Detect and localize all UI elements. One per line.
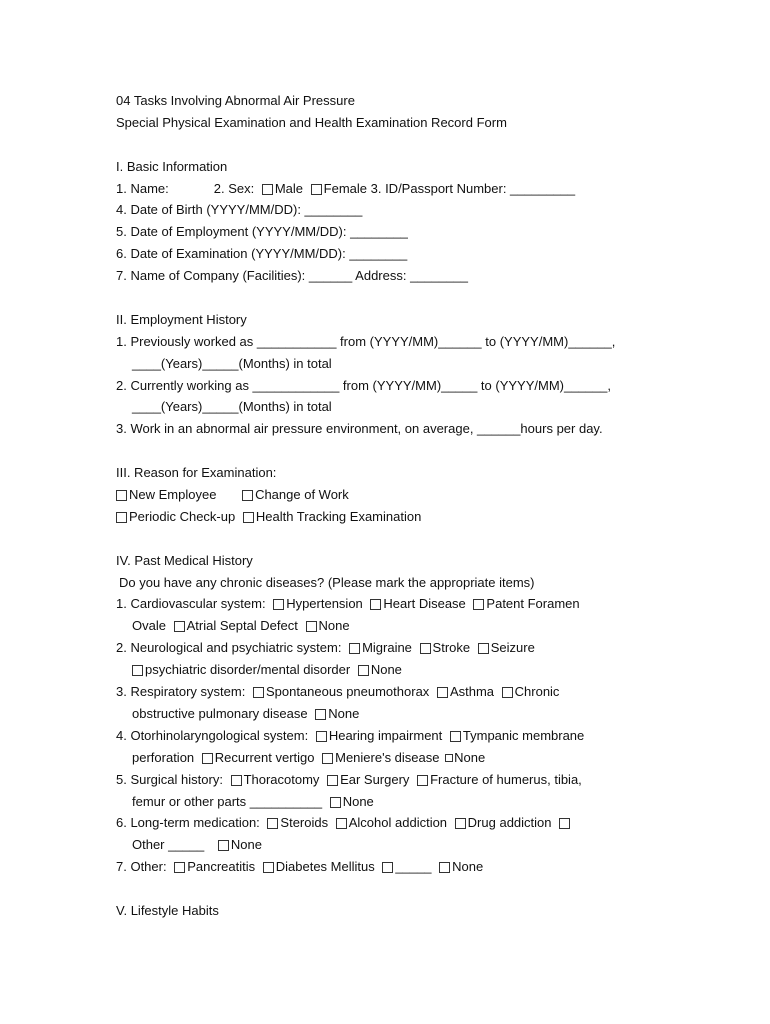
cardio-none-label: None (318, 618, 350, 634)
periodic-label: Periodic Check-up (129, 508, 236, 524)
drug-label: Drug addiction (467, 815, 552, 831)
asthma-checkbox[interactable] (437, 687, 448, 698)
section-lifestyle-title: V. Lifestyle Habits (116, 902, 219, 918)
hearing-label: Hearing impairment (328, 727, 443, 743)
doe-field[interactable]: 5. Date of Employment (YYYY/MM/DD): ________ (116, 224, 408, 240)
diabetes-label: Diabetes Mellitus (275, 859, 375, 875)
female-checkbox[interactable] (311, 184, 322, 195)
psych-label: psychiatric disorder/mental disorder (145, 662, 351, 678)
pfo-label: Patent Foramen (486, 596, 580, 612)
meniere-checkbox[interactable] (322, 753, 333, 764)
migraine-label: Migraine (362, 640, 412, 656)
pneumothorax-checkbox[interactable] (253, 687, 264, 698)
ear-surgery-label: Ear Surgery (340, 771, 410, 787)
resp-row (116, 681, 676, 703)
vertigo-label: Recurrent vertigo (214, 749, 315, 765)
tracking-label: Health Tracking Examination (255, 508, 422, 524)
steroids-checkbox[interactable] (267, 818, 278, 829)
name-sex-row (116, 178, 676, 200)
resp-label: 3. Respiratory system: (116, 684, 246, 700)
resp-row-2 (116, 703, 676, 725)
med-none-label: None (230, 837, 262, 853)
alcohol-label: Alcohol addiction (348, 815, 448, 831)
hearing-checkbox[interactable] (316, 731, 327, 742)
psych-checkbox[interactable] (132, 665, 143, 676)
form-title: 04 Tasks Involving Abnormal Air Pressure (116, 93, 355, 108)
female-id-label: Female 3. ID/Passport Number: _________ (323, 180, 576, 196)
seizure-checkbox[interactable] (478, 643, 489, 654)
med-other-field[interactable]: Other _____ (132, 837, 205, 853)
pancreatitis-label: Pancreatitis (187, 859, 256, 875)
neuro-label: 2. Neurological and psychiatric system: (116, 640, 342, 656)
ent-row-2 (116, 747, 676, 769)
surgical-none-checkbox[interactable] (330, 797, 341, 808)
tympanic-checkbox[interactable] (450, 731, 461, 742)
ent-row (116, 725, 676, 747)
heart-disease-label: Heart Disease (383, 596, 466, 612)
seizure-label: Seizure (490, 640, 535, 656)
change-of-work-label: Change of Work (255, 487, 349, 503)
section-basic-info-title: I. Basic Information (116, 158, 228, 174)
current-work-field[interactable]: 2. Currently working as ____________ from (YYYY/MM)_____ to (YYYY/MM)______, (116, 377, 611, 393)
fracture-checkbox[interactable] (417, 775, 428, 786)
fracture-label-cont[interactable]: femur or other parts __________ (132, 793, 323, 809)
dox-field[interactable]: 6. Date of Examination (YYYY/MM/DD): ________ (116, 246, 408, 262)
thoracotomy-label: Thoracotomy (243, 771, 320, 787)
stroke-checkbox[interactable] (420, 643, 431, 654)
resp-none-checkbox[interactable] (315, 709, 326, 720)
copd-checkbox[interactable] (502, 687, 513, 698)
section-reason-title: III. Reason for Examination: (116, 465, 277, 481)
surgical-row (116, 769, 676, 791)
vertigo-checkbox[interactable] (202, 753, 213, 764)
current-work-duration[interactable]: ____(Years)_____(Months) in total (132, 399, 332, 415)
pancreatitis-checkbox[interactable] (174, 862, 185, 873)
neuro-none-label: None (370, 662, 402, 678)
asthma-label: Asthma (449, 684, 495, 700)
resp-none-label: None (328, 705, 360, 721)
name-label: 1. Name: (116, 180, 169, 196)
ent-none-checkbox[interactable] (445, 754, 453, 762)
other-blank-checkbox[interactable] (382, 862, 393, 873)
neuro-row (116, 637, 676, 659)
surgical-label: 5. Surgical history: (116, 771, 223, 787)
medication-row-2 (116, 834, 676, 856)
hypertension-label: Hypertension (286, 596, 363, 612)
other-label: 7. Other: (116, 859, 167, 875)
tracking-checkbox[interactable] (243, 512, 254, 523)
other-none-checkbox[interactable] (439, 862, 450, 873)
medication-row (116, 812, 676, 834)
previous-work-field[interactable]: 1. Previously worked as ___________ from (YYYY/MM)______ to (YYYY/MM)______, (116, 333, 616, 349)
diabetes-checkbox[interactable] (263, 862, 274, 873)
hypertension-checkbox[interactable] (273, 599, 284, 610)
steroids-label: Steroids (280, 815, 329, 831)
company-field[interactable]: 7. Name of Company (Facilities): ______ Address: ________ (116, 268, 468, 284)
form-subtitle: Special Physical Examination and Health Examination Record Form (116, 114, 507, 130)
cardio-row-2 (116, 615, 676, 637)
section-medical-history-title: IV. Past Medical History (116, 552, 253, 568)
med-none-checkbox[interactable] (218, 840, 229, 851)
cardio-none-checkbox[interactable] (306, 621, 317, 632)
pfo-checkbox[interactable] (473, 599, 484, 610)
reason-row-1 (116, 484, 676, 506)
ent-none-label: None (454, 749, 486, 765)
ear-surgery-checkbox[interactable] (327, 775, 338, 786)
tympanic-label-cont: perforation (132, 749, 195, 765)
stroke-label: Stroke (432, 640, 471, 656)
migraine-checkbox[interactable] (349, 643, 360, 654)
form-document (116, 90, 676, 922)
tympanic-label: Tympanic membrane (462, 727, 585, 743)
sex-label: 2. Sex: (213, 180, 255, 196)
change-of-work-checkbox[interactable] (242, 490, 253, 501)
copd-label-cont: obstructive pulmonary disease (132, 705, 308, 721)
male-checkbox[interactable] (262, 184, 273, 195)
surgical-row-2 (116, 791, 676, 813)
surgical-none-label: None (342, 793, 374, 809)
neuro-none-checkbox[interactable] (358, 665, 369, 676)
new-employee-label: New Employee (129, 487, 217, 503)
copd-label: Chronic (514, 684, 560, 700)
ent-label: 4. Otorhinolaryngological system: (116, 727, 309, 743)
male-label: Male (274, 180, 304, 196)
alcohol-checkbox[interactable] (336, 818, 347, 829)
abnormal-pressure-hours[interactable]: 3. Work in an abnormal air pressure environment, on average, ______hours per day. (116, 421, 603, 437)
new-employee-checkbox[interactable] (116, 490, 127, 501)
neuro-row-2 (116, 659, 676, 681)
med-other-checkbox[interactable] (559, 818, 570, 829)
reason-row-2 (116, 506, 676, 528)
other-row (116, 856, 676, 878)
drug-checkbox[interactable] (455, 818, 466, 829)
cardio-row (116, 593, 676, 615)
medication-label: 6. Long-term medication: (116, 815, 260, 831)
meniere-label: Meniere's disease (335, 749, 440, 765)
periodic-checkbox[interactable] (116, 512, 127, 523)
other-blank-field[interactable]: _____ (395, 859, 432, 875)
thoracotomy-checkbox[interactable] (231, 775, 242, 786)
previous-work-duration[interactable]: ____(Years)_____(Months) in total (132, 355, 332, 371)
cardio-label: 1. Cardiovascular system: (116, 596, 266, 612)
other-none-label: None (452, 859, 484, 875)
heart-disease-checkbox[interactable] (370, 599, 381, 610)
asd-label: Atrial Septal Defect (186, 618, 298, 634)
asd-checkbox[interactable] (174, 621, 185, 632)
pfo-label-cont: Ovale (132, 618, 166, 634)
section-employment-title: II. Employment History (116, 311, 247, 327)
fracture-label: Fracture of humerus, tibia, (430, 771, 582, 787)
pneumothorax-label: Spontaneous pneumothorax (265, 684, 430, 700)
dob-field[interactable]: 4. Date of Birth (YYYY/MM/DD): ________ (116, 202, 363, 218)
chronic-question: Do you have any chronic diseases? (Please mark the appropriate items) (119, 574, 535, 590)
